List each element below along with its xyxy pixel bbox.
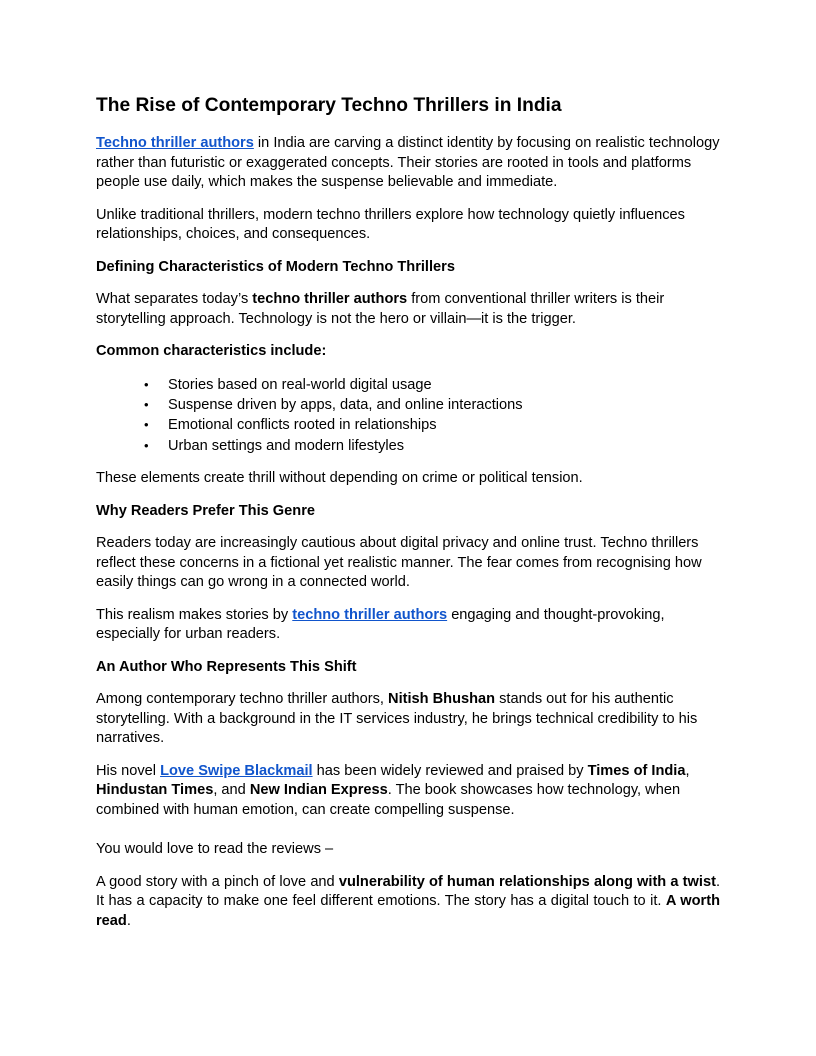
bullet-icon: • [144, 437, 149, 453]
bold-text: A worth read [96, 893, 720, 929]
section-heading-author: An Author Who Represents This Shift [96, 658, 357, 675]
author-name: Nitish Bhushan [388, 691, 496, 708]
publication-name: Hindustan Times [96, 782, 214, 799]
paragraph-2: Unlike traditional thrillers, modern techno thrillers explore how technology quietly influences relationships, choices, and consequences. [96, 206, 685, 242]
reviews-intro: You would love to read the reviews – [96, 841, 334, 858]
review-quote [96, 873, 720, 932]
list-heading: Common characteristics include: [96, 343, 327, 359]
text-span: has been widely reviewed and praised by [312, 762, 588, 779]
paragraph-elements: These elements create thrill without depending on crime or political tension. [96, 470, 583, 487]
text-span: from conventional thriller writers is their storytelling approach. Technology is not the hero or villain—it is the trigger. [96, 291, 665, 327]
bullet-icon: • [144, 417, 149, 433]
list-item [144, 436, 720, 456]
list-item-text: Urban settings and modern lifestyles [168, 437, 405, 454]
intro-paragraph [96, 134, 720, 193]
bold-text: vulnerability of human relationships along with a twist [338, 873, 716, 890]
list-item [144, 395, 720, 415]
techno-thriller-authors-link-2[interactable]: techno thriller authors [292, 606, 448, 623]
bullet-icon: • [144, 396, 149, 412]
list-item [144, 415, 720, 435]
techno-thriller-authors-link[interactable]: Techno thriller authors [96, 135, 254, 151]
page-title: The Rise of Contemporary Techno Thrillers in India [96, 95, 562, 116]
text-span: . [126, 912, 131, 929]
paragraph-readers: Readers today are increasingly cautious about digital privacy and online trust. Techno thrillers reflect these concerns in a fictional yet realistic manner. The fear comes from recognising how easily things can go wrong in a connected world. [96, 535, 702, 591]
list-item [144, 375, 720, 395]
text-span: engaging and thought-provoking, especially for urban readers. [96, 606, 665, 643]
intro-text: in India are carving a distinct identity by focusing on realistic technology rather than futuristic or exaggerated concepts. Their stories are rooted in tools and platforms people use daily, which makes the suspense believable and immediate. [96, 135, 720, 190]
bullet-icon: • [144, 376, 149, 392]
text-span: stands out for his authentic storytelling. With a background in the IT services industry, he brings technical credibility to his narratives. [96, 691, 698, 747]
bold-text: techno thriller authors [252, 291, 408, 307]
list-item-text: Emotional conflicts rooted in relationships [168, 417, 437, 434]
text-span: . The book showcases how technology, when combined with human emotion, can create compelling suspense. [96, 782, 681, 818]
publication-name: Times of India [587, 762, 686, 779]
text-span: A good story with a pinch of love and [96, 873, 339, 890]
text-span: , [685, 762, 690, 779]
section-heading-why-readers: Why Readers Prefer This Genre [96, 502, 315, 519]
text-span: Among contemporary techno thriller authors, [96, 691, 389, 708]
text-span: His novel [96, 762, 161, 779]
paragraph-novel [96, 762, 720, 821]
publication-name: New Indian Express [249, 782, 388, 799]
document-body [96, 94, 720, 944]
list-item-text: Suspense driven by apps, data, and online interactions [168, 396, 523, 413]
section-heading-characteristics: Defining Characteristics of Modern Techno Thrillers [96, 258, 455, 275]
text-span: , and [213, 782, 250, 799]
text-span: . It has a capacity to make one feel different emotions. The story has a digital touch to it. [96, 873, 720, 910]
paragraph-realism [96, 606, 720, 645]
paragraph-author [96, 690, 720, 749]
text-span: This realism makes stories by [96, 606, 293, 623]
paragraph-separates [96, 290, 720, 329]
love-swipe-blackmail-link[interactable]: Love Swipe Blackmail [160, 762, 313, 779]
text-span: What separates today’s [96, 291, 253, 307]
list-item-text: Stories based on real-world digital usage [168, 376, 432, 393]
characteristics-list [96, 375, 720, 457]
